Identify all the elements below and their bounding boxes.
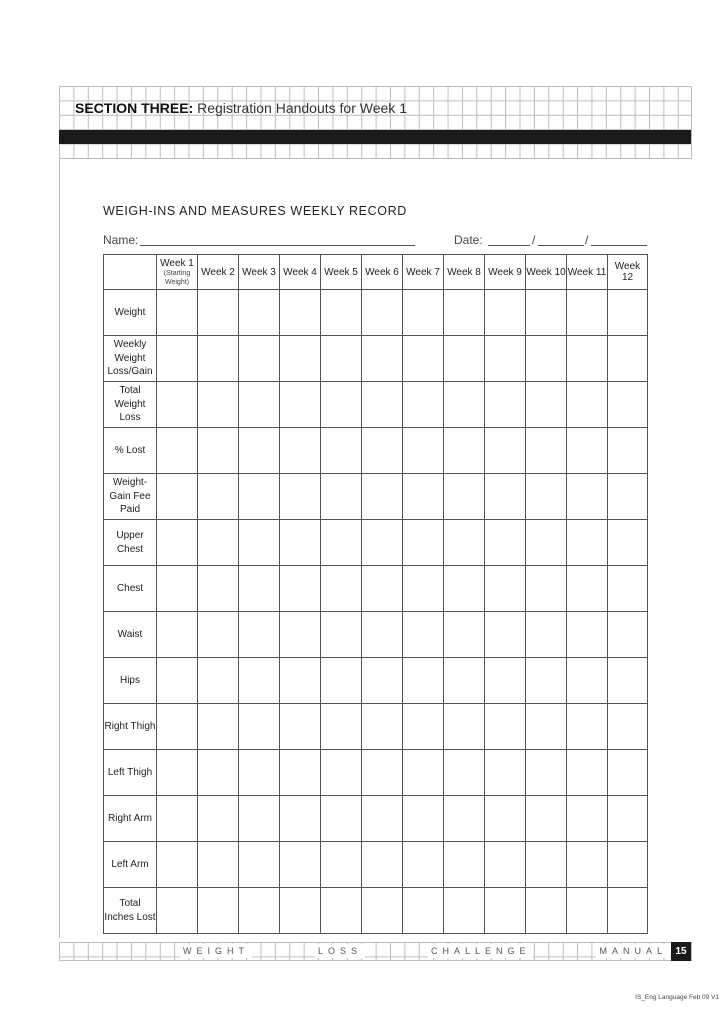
entry-cell[interactable] (362, 428, 403, 474)
date-day-line (488, 245, 530, 246)
footer-word: WEIGHT (180, 944, 252, 958)
entry-cell[interactable] (198, 704, 239, 750)
entry-cell[interactable] (485, 474, 526, 520)
entry-cell[interactable] (321, 704, 362, 750)
entry-cell[interactable] (321, 428, 362, 474)
entry-cell[interactable] (321, 382, 362, 428)
entry-cell[interactable] (198, 796, 239, 842)
entry-cell[interactable] (198, 842, 239, 888)
entry-cell[interactable] (321, 658, 362, 704)
table-row (104, 566, 648, 612)
table-header-row (104, 255, 648, 290)
entry-cell[interactable] (198, 520, 239, 566)
entry-cell[interactable] (403, 290, 444, 336)
entry-cell[interactable] (362, 290, 403, 336)
header-dark-bar (59, 130, 691, 144)
entry-cell[interactable] (485, 336, 526, 382)
row-label: Left Thigh (104, 750, 157, 796)
name-label: Name: (103, 233, 139, 247)
weekly-record-table (103, 254, 648, 934)
row-label: Weekly Weight Loss/Gain (104, 336, 157, 382)
margin-grid-line (59, 158, 60, 938)
entry-cell[interactable] (526, 474, 567, 520)
week-header: Week 10 (526, 255, 567, 290)
week-header: Week 5 (321, 255, 362, 290)
section-label: SECTION THREE: (75, 100, 194, 116)
table-row (104, 612, 648, 658)
week-header: Week 2 (198, 255, 239, 290)
entry-cell[interactable] (444, 474, 485, 520)
footer-word: CHALLENGE (428, 944, 534, 958)
section-heading (75, 100, 407, 116)
entry-cell[interactable] (444, 290, 485, 336)
entry-cell[interactable] (321, 566, 362, 612)
table-row (104, 750, 648, 796)
date-separator: / (585, 233, 589, 247)
table-row (104, 796, 648, 842)
entry-cell[interactable] (362, 842, 403, 888)
entry-cell[interactable] (280, 290, 321, 336)
entry-cell[interactable] (608, 520, 648, 566)
entry-cell[interactable] (526, 750, 567, 796)
entry-cell[interactable] (567, 474, 608, 520)
entry-cell[interactable] (567, 428, 608, 474)
entry-cell[interactable] (567, 520, 608, 566)
table-row (104, 290, 648, 336)
entry-cell[interactable] (567, 888, 608, 934)
entry-cell[interactable] (321, 750, 362, 796)
entry-cell[interactable] (444, 428, 485, 474)
entry-cell[interactable] (403, 520, 444, 566)
entry-cell[interactable] (239, 474, 280, 520)
entry-cell[interactable] (321, 290, 362, 336)
row-label: Chest (104, 566, 157, 612)
entry-cell[interactable] (239, 750, 280, 796)
entry-cell[interactable] (608, 336, 648, 382)
entry-cell[interactable] (321, 474, 362, 520)
row-label: Right Arm (104, 796, 157, 842)
entry-cell[interactable] (485, 428, 526, 474)
entry-cell[interactable] (362, 796, 403, 842)
entry-cell[interactable] (608, 474, 648, 520)
entry-cell[interactable] (526, 658, 567, 704)
entry-cell[interactable] (198, 336, 239, 382)
entry-cell[interactable] (157, 428, 198, 474)
entry-cell[interactable] (608, 704, 648, 750)
entry-cell[interactable] (485, 704, 526, 750)
entry-cell[interactable] (444, 612, 485, 658)
date-month-line (538, 245, 584, 246)
entry-cell[interactable] (485, 612, 526, 658)
header-corner-cell (104, 255, 157, 290)
week-header: Week 3 (239, 255, 280, 290)
entry-cell[interactable] (526, 520, 567, 566)
date-label: Date: (454, 233, 483, 247)
entry-cell[interactable] (239, 382, 280, 428)
entry-cell[interactable] (444, 566, 485, 612)
entry-cell[interactable] (608, 796, 648, 842)
entry-cell[interactable] (608, 658, 648, 704)
entry-cell[interactable] (526, 290, 567, 336)
entry-cell[interactable] (321, 888, 362, 934)
entry-cell[interactable] (198, 290, 239, 336)
entry-cell[interactable] (198, 658, 239, 704)
entry-cell[interactable] (526, 566, 567, 612)
entry-cell[interactable] (403, 336, 444, 382)
entry-cell[interactable] (280, 336, 321, 382)
entry-cell[interactable] (608, 842, 648, 888)
row-label: Waist (104, 612, 157, 658)
entry-cell[interactable] (567, 842, 608, 888)
week-header: Week 12 (608, 255, 648, 290)
entry-cell[interactable] (157, 842, 198, 888)
entry-cell[interactable] (403, 474, 444, 520)
entry-cell[interactable] (157, 658, 198, 704)
entry-cell[interactable] (608, 566, 648, 612)
entry-cell[interactable] (239, 428, 280, 474)
footer-word: MANUAL (596, 944, 670, 958)
entry-cell[interactable] (198, 612, 239, 658)
entry-cell[interactable] (608, 750, 648, 796)
entry-cell[interactable] (280, 566, 321, 612)
entry-cell[interactable] (485, 520, 526, 566)
week-header: Week 7 (403, 255, 444, 290)
entry-cell[interactable] (280, 428, 321, 474)
table-row (104, 888, 648, 934)
entry-cell[interactable] (198, 750, 239, 796)
entry-cell[interactable] (567, 750, 608, 796)
page-number: 15 (671, 942, 691, 961)
date-separator: / (532, 233, 536, 247)
name-blank-line (140, 245, 415, 246)
row-label: Hips (104, 658, 157, 704)
table-row (104, 382, 648, 428)
week-1-sublabel: (Starting Weight) (163, 269, 191, 286)
footer-word: LOSS (315, 944, 365, 958)
entry-cell[interactable] (526, 704, 567, 750)
entry-cell[interactable] (485, 290, 526, 336)
entry-cell[interactable] (157, 474, 198, 520)
entry-cell[interactable] (403, 382, 444, 428)
entry-cell[interactable] (321, 336, 362, 382)
entry-cell[interactable] (362, 520, 403, 566)
entry-cell[interactable] (608, 290, 648, 336)
row-label: Weight-Gain Fee Paid (104, 474, 157, 520)
entry-cell[interactable] (362, 474, 403, 520)
entry-cell[interactable] (444, 336, 485, 382)
row-label: Left Arm (104, 842, 157, 888)
record-title: WEIGH-INS AND MEASURES WEEKLY RECORD (103, 204, 407, 218)
table-row (104, 428, 648, 474)
entry-cell[interactable] (444, 796, 485, 842)
entry-cell[interactable] (157, 520, 198, 566)
entry-cell[interactable] (608, 382, 648, 428)
entry-cell[interactable] (157, 750, 198, 796)
entry-cell[interactable] (362, 750, 403, 796)
entry-cell[interactable] (280, 888, 321, 934)
entry-cell[interactable] (280, 612, 321, 658)
entry-cell[interactable] (526, 842, 567, 888)
entry-cell[interactable] (198, 566, 239, 612)
entry-cell[interactable] (362, 658, 403, 704)
entry-cell[interactable] (321, 520, 362, 566)
entry-cell[interactable] (403, 796, 444, 842)
entry-cell[interactable] (239, 796, 280, 842)
entry-cell[interactable] (567, 658, 608, 704)
row-label: Upper Chest (104, 520, 157, 566)
week-1-label: Week 1 (160, 257, 194, 269)
entry-cell[interactable] (403, 612, 444, 658)
row-label: % Lost (104, 428, 157, 474)
row-label: Total Weight Loss (104, 382, 157, 428)
entry-cell[interactable] (403, 750, 444, 796)
entry-cell[interactable] (157, 796, 198, 842)
entry-cell[interactable] (198, 888, 239, 934)
entry-cell[interactable] (280, 842, 321, 888)
entry-cell[interactable] (239, 336, 280, 382)
entry-cell[interactable] (239, 658, 280, 704)
entry-cell[interactable] (362, 566, 403, 612)
entry-cell[interactable] (526, 382, 567, 428)
entry-cell[interactable] (485, 796, 526, 842)
entry-cell[interactable] (403, 842, 444, 888)
entry-cell[interactable] (485, 842, 526, 888)
entry-cell[interactable] (403, 888, 444, 934)
week-header: Week 6 (362, 255, 403, 290)
entry-cell[interactable] (485, 658, 526, 704)
week-header: Week 4 (280, 255, 321, 290)
entry-cell[interactable] (239, 888, 280, 934)
entry-cell[interactable] (444, 750, 485, 796)
entry-cell[interactable] (157, 704, 198, 750)
entry-cell[interactable] (403, 658, 444, 704)
week-header: Week 9 (485, 255, 526, 290)
entry-cell[interactable] (485, 750, 526, 796)
table-row (104, 336, 648, 382)
entry-cell[interactable] (280, 382, 321, 428)
entry-cell[interactable] (444, 520, 485, 566)
entry-cell[interactable] (567, 704, 608, 750)
entry-cell[interactable] (239, 520, 280, 566)
entry-cell[interactable] (280, 658, 321, 704)
entry-cell[interactable] (526, 336, 567, 382)
entry-cell[interactable] (567, 290, 608, 336)
row-label: Total Inches Lost (104, 888, 157, 934)
entry-cell[interactable] (608, 888, 648, 934)
entry-cell[interactable] (321, 796, 362, 842)
entry-cell[interactable] (485, 566, 526, 612)
entry-cell[interactable] (485, 382, 526, 428)
header-grid-band (59, 86, 692, 159)
entry-cell[interactable] (321, 842, 362, 888)
footer-title (180, 942, 670, 960)
entry-cell[interactable] (198, 428, 239, 474)
version-label: IS_Eng Language Feb 09 V1 (635, 994, 719, 1001)
entry-cell[interactable] (280, 520, 321, 566)
entry-cell[interactable] (280, 750, 321, 796)
entry-cell[interactable] (280, 474, 321, 520)
entry-cell[interactable] (526, 888, 567, 934)
entry-cell[interactable] (567, 796, 608, 842)
entry-cell[interactable] (321, 612, 362, 658)
table-row (104, 704, 648, 750)
entry-cell[interactable] (157, 336, 198, 382)
entry-cell[interactable] (239, 612, 280, 658)
week-header: Week 8 (444, 255, 485, 290)
entry-cell[interactable] (444, 704, 485, 750)
week-1-header (157, 255, 198, 290)
entry-cell[interactable] (567, 382, 608, 428)
entry-cell[interactable] (362, 888, 403, 934)
entry-cell[interactable] (198, 382, 239, 428)
entry-cell[interactable] (608, 428, 648, 474)
row-label: Weight (104, 290, 157, 336)
entry-cell[interactable] (239, 566, 280, 612)
entry-cell[interactable] (444, 842, 485, 888)
section-title: Registration Handouts for Week 1 (197, 100, 407, 116)
entry-cell[interactable] (239, 290, 280, 336)
entry-cell[interactable] (362, 612, 403, 658)
date-year-line (591, 245, 647, 246)
entry-cell[interactable] (403, 566, 444, 612)
table-row (104, 520, 648, 566)
entry-cell[interactable] (280, 796, 321, 842)
entry-cell[interactable] (362, 336, 403, 382)
entry-cell[interactable] (485, 888, 526, 934)
entry-cell[interactable] (362, 704, 403, 750)
entry-cell[interactable] (157, 382, 198, 428)
entry-cell[interactable] (157, 888, 198, 934)
entry-cell[interactable] (526, 796, 567, 842)
table-row (104, 658, 648, 704)
entry-cell[interactable] (526, 428, 567, 474)
entry-cell[interactable] (280, 704, 321, 750)
entry-cell[interactable] (198, 474, 239, 520)
entry-cell[interactable] (157, 612, 198, 658)
entry-cell[interactable] (403, 428, 444, 474)
table-row (104, 474, 648, 520)
entry-cell[interactable] (608, 612, 648, 658)
entry-cell[interactable] (403, 704, 444, 750)
table-row (104, 842, 648, 888)
entry-cell[interactable] (567, 612, 608, 658)
entry-cell[interactable] (157, 290, 198, 336)
entry-cell[interactable] (362, 382, 403, 428)
row-label: Right Thigh (104, 704, 157, 750)
entry-cell[interactable] (567, 336, 608, 382)
entry-cell[interactable] (444, 658, 485, 704)
entry-cell[interactable] (444, 382, 485, 428)
entry-cell[interactable] (157, 566, 198, 612)
table-body (104, 290, 648, 934)
entry-cell[interactable] (567, 566, 608, 612)
entry-cell[interactable] (239, 704, 280, 750)
entry-cell[interactable] (444, 888, 485, 934)
entry-cell[interactable] (526, 612, 567, 658)
week-header: Week 11 (567, 255, 608, 290)
entry-cell[interactable] (239, 842, 280, 888)
